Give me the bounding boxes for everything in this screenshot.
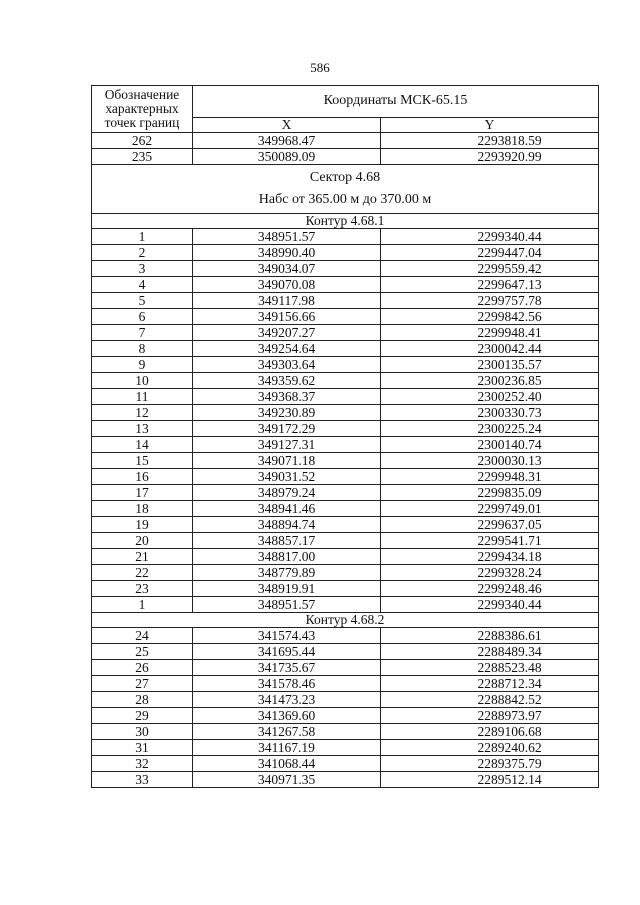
table-row: [92, 597, 599, 613]
point-id-cell: 5: [92, 293, 193, 309]
point-id-cell: 1: [92, 229, 193, 245]
table-row: [92, 389, 599, 405]
table-row: [92, 453, 599, 469]
point-id-cell: 10: [92, 373, 193, 389]
x-coordinate-cell: 349156.66: [193, 309, 381, 325]
y-coordinate-cell: 2293818.59: [381, 133, 599, 149]
table-row: [92, 309, 599, 325]
table-row: [92, 644, 599, 660]
table-row: [92, 261, 599, 277]
y-coordinate-cell: 2293920.99: [381, 149, 599, 165]
table-row: [92, 469, 599, 485]
table-row: [92, 149, 599, 165]
table-row: [92, 421, 599, 437]
table-row: [92, 405, 599, 421]
point-id-cell: 9: [92, 357, 193, 373]
table-row: [92, 437, 599, 453]
table-row: [92, 708, 599, 724]
x-coordinate-cell: 349034.07: [193, 261, 381, 277]
table-row: [92, 692, 599, 708]
x-coordinate-cell: 349031.52: [193, 469, 381, 485]
y-coordinate-cell: 2300225.24: [381, 421, 599, 437]
point-id-cell: 2: [92, 245, 193, 261]
coords-title-header: Координаты МСК-65.15: [193, 86, 599, 118]
x-coordinate-cell: 341578.46: [193, 676, 381, 692]
point-label-header: Обозначение характерных точек границ: [92, 86, 193, 133]
y-coordinate-cell: 2299948.41: [381, 325, 599, 341]
x-coordinate-cell: 350089.09: [193, 149, 381, 165]
table-row: [92, 565, 599, 581]
y-coordinate-cell: 2289106.68: [381, 724, 599, 740]
x-coordinate-cell: 349070.08: [193, 277, 381, 293]
contour-title: Контур 4.68.1: [92, 214, 599, 229]
point-id-cell: 28: [92, 692, 193, 708]
point-id-cell: 8: [92, 341, 193, 357]
table-row: [92, 373, 599, 389]
y-coordinate-cell: 2299328.24: [381, 565, 599, 581]
table-row: [92, 277, 599, 293]
point-id-cell: 22: [92, 565, 193, 581]
y-coordinate-cell: 2288842.52: [381, 692, 599, 708]
x-coordinate-cell: 341167.19: [193, 740, 381, 756]
table-row: [92, 229, 599, 245]
table-row: [92, 756, 599, 772]
y-coordinate-cell: 2288712.34: [381, 676, 599, 692]
x-coordinate-cell: 348779.89: [193, 565, 381, 581]
y-coordinate-cell: 2299447.04: [381, 245, 599, 261]
table-row: [92, 724, 599, 740]
y-coordinate-cell: 2300042.44: [381, 341, 599, 357]
table-row: [92, 245, 599, 261]
y-coordinate-cell: 2299637.05: [381, 517, 599, 533]
x-coordinate-cell: 349117.98: [193, 293, 381, 309]
y-coordinate-cell: 2300030.13: [381, 453, 599, 469]
x-coordinate-cell: 341695.44: [193, 644, 381, 660]
y-coordinate-cell: 2300330.73: [381, 405, 599, 421]
table-row: [92, 581, 599, 597]
sector-row: [92, 165, 599, 214]
y-coordinate-cell: 2299757.78: [381, 293, 599, 309]
table-row: [92, 740, 599, 756]
y-coordinate-cell: 2299340.44: [381, 229, 599, 245]
point-id-cell: 15: [92, 453, 193, 469]
point-id-cell: 29: [92, 708, 193, 724]
point-id-cell: 30: [92, 724, 193, 740]
y-coordinate-cell: 2289375.79: [381, 756, 599, 772]
table-row: [92, 628, 599, 644]
contour-title-row: [92, 214, 599, 229]
contour-title: Контур 4.68.2: [92, 613, 599, 628]
page-number: 586: [310, 60, 330, 75]
table-row: [92, 133, 599, 149]
x-coordinate-cell: 349127.31: [193, 437, 381, 453]
table-row: [92, 533, 599, 549]
point-id-cell: 26: [92, 660, 193, 676]
sector-height-range: Набс от 365.00 м до 370.00 м: [258, 192, 432, 207]
y-coordinate-cell: 2299948.31: [381, 469, 599, 485]
point-id-cell: 6: [92, 309, 193, 325]
header-row: [92, 86, 599, 118]
x-coordinate-cell: 348951.57: [193, 597, 381, 613]
x-coordinate-cell: 341369.60: [193, 708, 381, 724]
x-coordinate-cell: 349071.18: [193, 453, 381, 469]
x-coordinate-cell: 348894.74: [193, 517, 381, 533]
x-coordinate-cell: 348919.91: [193, 581, 381, 597]
point-id-cell: 14: [92, 437, 193, 453]
x-coordinate-cell: 341068.44: [193, 756, 381, 772]
table-row: [92, 501, 599, 517]
point-id-cell: 21: [92, 549, 193, 565]
x-coordinate-cell: 349968.47: [193, 133, 381, 149]
table-row: [92, 517, 599, 533]
y-coordinate-cell: 2299835.09: [381, 485, 599, 501]
sector-title: Сектор 4.68: [309, 170, 381, 185]
y-coordinate-cell: 2299559.42: [381, 261, 599, 277]
y-coordinate-cell: 2299647.13: [381, 277, 599, 293]
table-row: [92, 660, 599, 676]
y-column-header: Y: [381, 117, 599, 132]
y-coordinate-cell: 2299541.71: [381, 533, 599, 549]
y-coordinate-cell: 2288386.61: [381, 628, 599, 644]
x-coordinate-cell: 349207.27: [193, 325, 381, 341]
x-coordinate-cell: 348817.00: [193, 549, 381, 565]
point-id-cell: 20: [92, 533, 193, 549]
x-coordinate-cell: 349368.37: [193, 389, 381, 405]
x-coordinate-cell: 341574.43: [193, 628, 381, 644]
point-id-cell: 19: [92, 517, 193, 533]
y-coordinate-cell: 2288489.34: [381, 644, 599, 660]
x-coordinate-cell: 348951.57: [193, 229, 381, 245]
table-row: [92, 325, 599, 341]
point-id-cell: 262: [92, 133, 193, 149]
table-row: [92, 676, 599, 692]
table-row: [92, 549, 599, 565]
contour-title-row: [92, 613, 599, 628]
point-id-cell: 24: [92, 628, 193, 644]
x-coordinate-cell: 349254.64: [193, 341, 381, 357]
point-id-cell: 23: [92, 581, 193, 597]
point-id-cell: 3: [92, 261, 193, 277]
x-coordinate-cell: 349230.89: [193, 405, 381, 421]
point-id-cell: 1: [92, 597, 193, 613]
y-coordinate-cell: 2300140.74: [381, 437, 599, 453]
y-coordinate-cell: 2300252.40: [381, 389, 599, 405]
x-coordinate-cell: 349172.29: [193, 421, 381, 437]
x-coordinate-cell: 349303.64: [193, 357, 381, 373]
point-id-cell: 13: [92, 421, 193, 437]
coordinates-table: [91, 85, 599, 788]
y-coordinate-cell: 2289240.62: [381, 740, 599, 756]
point-id-cell: 235: [92, 149, 193, 165]
y-coordinate-cell: 2300135.57: [381, 357, 599, 373]
y-coordinate-cell: 2299842.56: [381, 309, 599, 325]
x-coordinate-cell: 340971.35: [193, 772, 381, 788]
point-id-cell: 7: [92, 325, 193, 341]
point-id-cell: 16: [92, 469, 193, 485]
x-coordinate-cell: 341473.23: [193, 692, 381, 708]
point-id-cell: 17: [92, 485, 193, 501]
point-id-cell: 18: [92, 501, 193, 517]
point-id-cell: 27: [92, 676, 193, 692]
y-coordinate-cell: 2299434.18: [381, 549, 599, 565]
y-coordinate-cell: 2300236.85: [381, 373, 599, 389]
point-id-cell: 33: [92, 772, 193, 788]
point-id-cell: 4: [92, 277, 193, 293]
table-row: [92, 357, 599, 373]
table-row: [92, 485, 599, 501]
point-id-cell: 31: [92, 740, 193, 756]
x-coordinate-cell: 341735.67: [193, 660, 381, 676]
sector-block: [92, 165, 599, 214]
coordinates-table-body: [92, 86, 599, 788]
y-coordinate-cell: 2299340.44: [381, 597, 599, 613]
x-column-header: X: [193, 117, 381, 132]
x-coordinate-cell: 341267.58: [193, 724, 381, 740]
x-coordinate-cell: 348979.24: [193, 485, 381, 501]
point-id-cell: 11: [92, 389, 193, 405]
x-coordinate-cell: 348941.46: [193, 501, 381, 517]
y-coordinate-cell: 2299749.01: [381, 501, 599, 517]
y-coordinate-cell: 2289512.14: [381, 772, 599, 788]
y-coordinate-cell: 2299248.46: [381, 581, 599, 597]
point-id-cell: 32: [92, 756, 193, 772]
table-row: [92, 341, 599, 357]
table-row: [92, 293, 599, 309]
point-id-cell: 12: [92, 405, 193, 421]
x-coordinate-cell: 349359.62: [193, 373, 381, 389]
y-coordinate-cell: 2288973.97: [381, 708, 599, 724]
x-coordinate-cell: 348857.17: [193, 533, 381, 549]
point-id-cell: 25: [92, 644, 193, 660]
y-coordinate-cell: 2288523.48: [381, 660, 599, 676]
table-row: [92, 772, 599, 788]
x-coordinate-cell: 348990.40: [193, 245, 381, 261]
